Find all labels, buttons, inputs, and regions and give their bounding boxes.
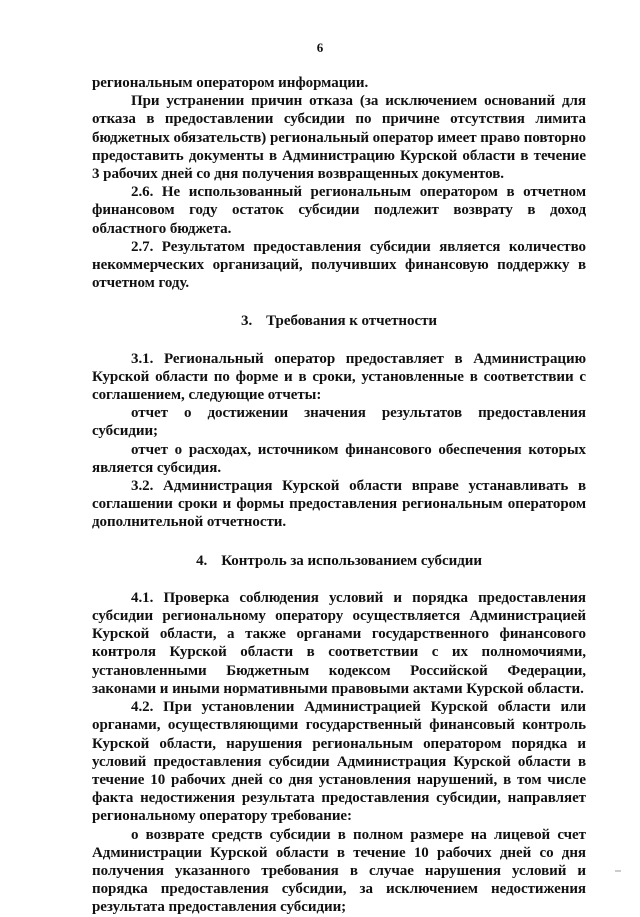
- scan-mark: [615, 870, 621, 872]
- paragraph-report-results: отчет о достижении значения результатов предоставления субсидии;: [92, 405, 586, 440]
- paragraph-2-7: 2.7. Результатом предоставления субсидии является количество некоммерческих организаций, получивших финансовую поддержку в отчетном году.: [92, 238, 586, 292]
- paragraph-4-2: 4.2. При установлении Администрацией Курской области или органами, осуществляющими государственный финансовый контроль Курской области, нарушения региональным оператором порядка и условий предоставления субсидии Администрация Курской области в течение 10 рабочих дней со дня установления нарушений, в том числе факта недостижения результата предоставления субсидии, направляет региональному оператору требование:: [92, 699, 586, 825]
- paragraph-3-2: 3.2. Администрация Курской области вправе устанавливать в соглашении сроки и формы предоставления региональным оператором дополнительной отчетности.: [92, 478, 586, 531]
- paragraph-continuation: региональным оператором информации.: [92, 75, 369, 91]
- paragraph-3-1: 3.1. Региональный оператор предоставляет в Администрацию Курской области по форме и в сроки, установленные в соответствии с соглашением, следующие отчеты:: [92, 350, 586, 404]
- paragraph-2-6: 2.6. Не использованный региональным оператором в отчетном финансовом году остаток субсидии подлежит возврату в доход областного бюджета.: [92, 184, 586, 237]
- paragraph-refusal-elimination: При устранении причин отказа (за исключением оснований для отказа в предоставлении субсидии по причине отсутствия лимита бюджетных обязательств) региональный оператор имеет право повторно предоставить документы в Администрацию Курской области в течение 3 рабочих дней со дня получения возвращенных документов.: [92, 93, 586, 183]
- document-body: [92, 74, 586, 917]
- paragraph-report-expenses: отчет о расходах, источником финансового обеспечения которых является субсидия.: [92, 441, 586, 476]
- paragraph-4-1: 4.1. Проверка соблюдения условий и порядка предоставления субсидии региональному оператору осуществляется Администрацией Курской области, а также органами государственного финансового контроля Курской области в соответствии с их полномочиями, установленными Бюджетным кодексом Российской Федерации, законами и иными нормативными правовыми актами Курской области.: [92, 589, 586, 697]
- section-4-heading: [92, 552, 586, 570]
- section-3-heading: [92, 312, 586, 330]
- section-3-number: 3.: [241, 313, 253, 330]
- page-number: 6: [316, 40, 324, 55]
- section-4-title: Контроль за использованием субсидии: [221, 552, 482, 569]
- section-4-number: 4.: [196, 552, 208, 569]
- section-3-title: Требования к отчетности: [266, 313, 437, 330]
- paragraph-refund-requirement: о возврате средств субсидии в полном размере на лицевой счет Администрации Курской области в течение 10 рабочих дней со дня получения указанного требования в случае нарушения условий и порядка предоставления субсидии, за исключением недостижения результата предоставления субсидии;: [92, 826, 586, 916]
